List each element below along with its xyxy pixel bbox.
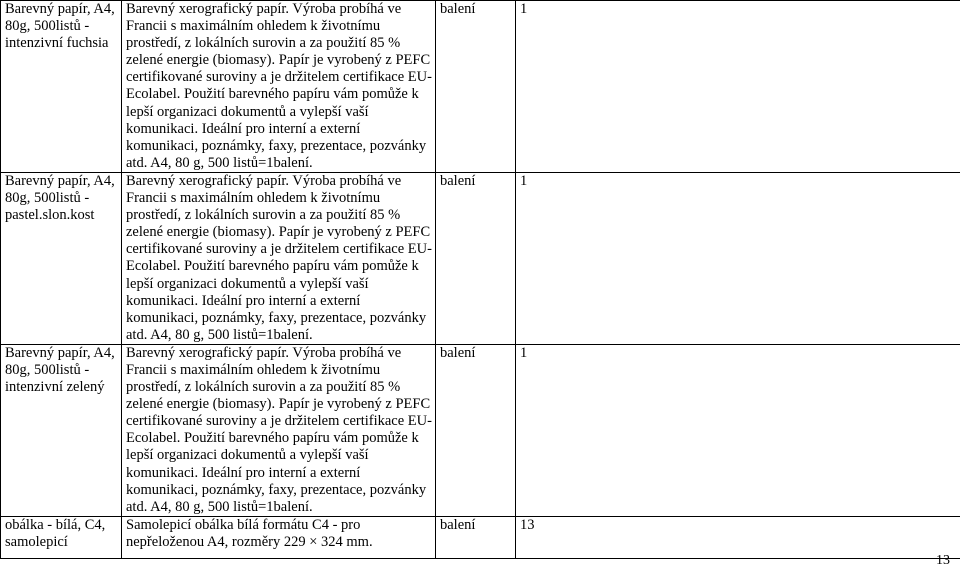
page-number: 13: [936, 553, 950, 568]
product-unit: balení: [436, 344, 516, 516]
product-unit: balení: [436, 172, 516, 344]
product-quantity: 1: [516, 344, 960, 516]
table-row: [1, 516, 960, 558]
product-unit: balení: [436, 516, 516, 558]
product-description: Barevný xerografický papír. Výroba probíhá ve Francii s maximálním ohledem k životnímu prostředí, z lokálních surovin a za použití 85 % zelené energie (biomasy). Papír je vyrobený z PEFC certifikované suroviny a je držitelem certifikace EU-Ecolabel. Použití barevného papíru vám pomůže k lepší organizaci dokumentů a vylepší vaší komunikaci. Ideální pro interní a externí komunikaci, poznámky, faxy, prezentace, pozvánky atd. A4, 80 g, 500 listů=1balení.: [122, 344, 436, 516]
product-name: Barevný papír, A4, 80g, 500listů - pastel.slon.kost: [1, 172, 122, 344]
product-quantity: 13: [516, 516, 960, 558]
product-name: obálka - bílá, C4, samolepicí: [1, 516, 122, 558]
product-unit: balení: [436, 1, 516, 173]
product-quantity: 1: [516, 1, 960, 173]
product-description: Barevný xerografický papír. Výroba probíhá ve Francii s maximálním ohledem k životnímu prostředí, z lokálních surovin a za použití 85 % zelené energie (biomasy). Papír je vyrobený z PEFC certifikované suroviny a je držitelem certifikace EU-Ecolabel. Použití barevného papíru vám pomůže k lepší organizaci dokumentů a vylepší vaší komunikaci. Ideální pro interní a externí komunikaci, poznámky, faxy, prezentace, pozvánky atd. A4, 80 g, 500 listů=1balení.: [122, 172, 436, 344]
table-row: [1, 172, 960, 344]
product-name: Barevný papír, A4, 80g, 500listů - intenzivní zelený: [1, 344, 122, 516]
product-name: Barevný papír, A4, 80g, 500listů - intenzivní fuchsia: [1, 1, 122, 173]
product-description: Samolepicí obálka bílá formátu C4 - pro nepřeloženou A4, rozměry 229 × 324 mm.: [122, 516, 436, 558]
product-quantity: 1: [516, 172, 960, 344]
table-row: [1, 344, 960, 516]
product-description: Barevný xerografický papír. Výroba probíhá ve Francii s maximálním ohledem k životnímu prostředí, z lokálních surovin a za použití 85 % zelené energie (biomasy). Papír je vyrobený z PEFC certifikované suroviny a je držitelem certifikace EU-Ecolabel. Použití barevného papíru vám pomůže k lepší organizaci dokumentů a vylepší vaší komunikaci. Ideální pro interní a externí komunikaci, poznámky, faxy, prezentace, pozvánky atd. A4, 80 g, 500 listů=1balení.: [122, 1, 436, 173]
table-row: [1, 1, 960, 173]
